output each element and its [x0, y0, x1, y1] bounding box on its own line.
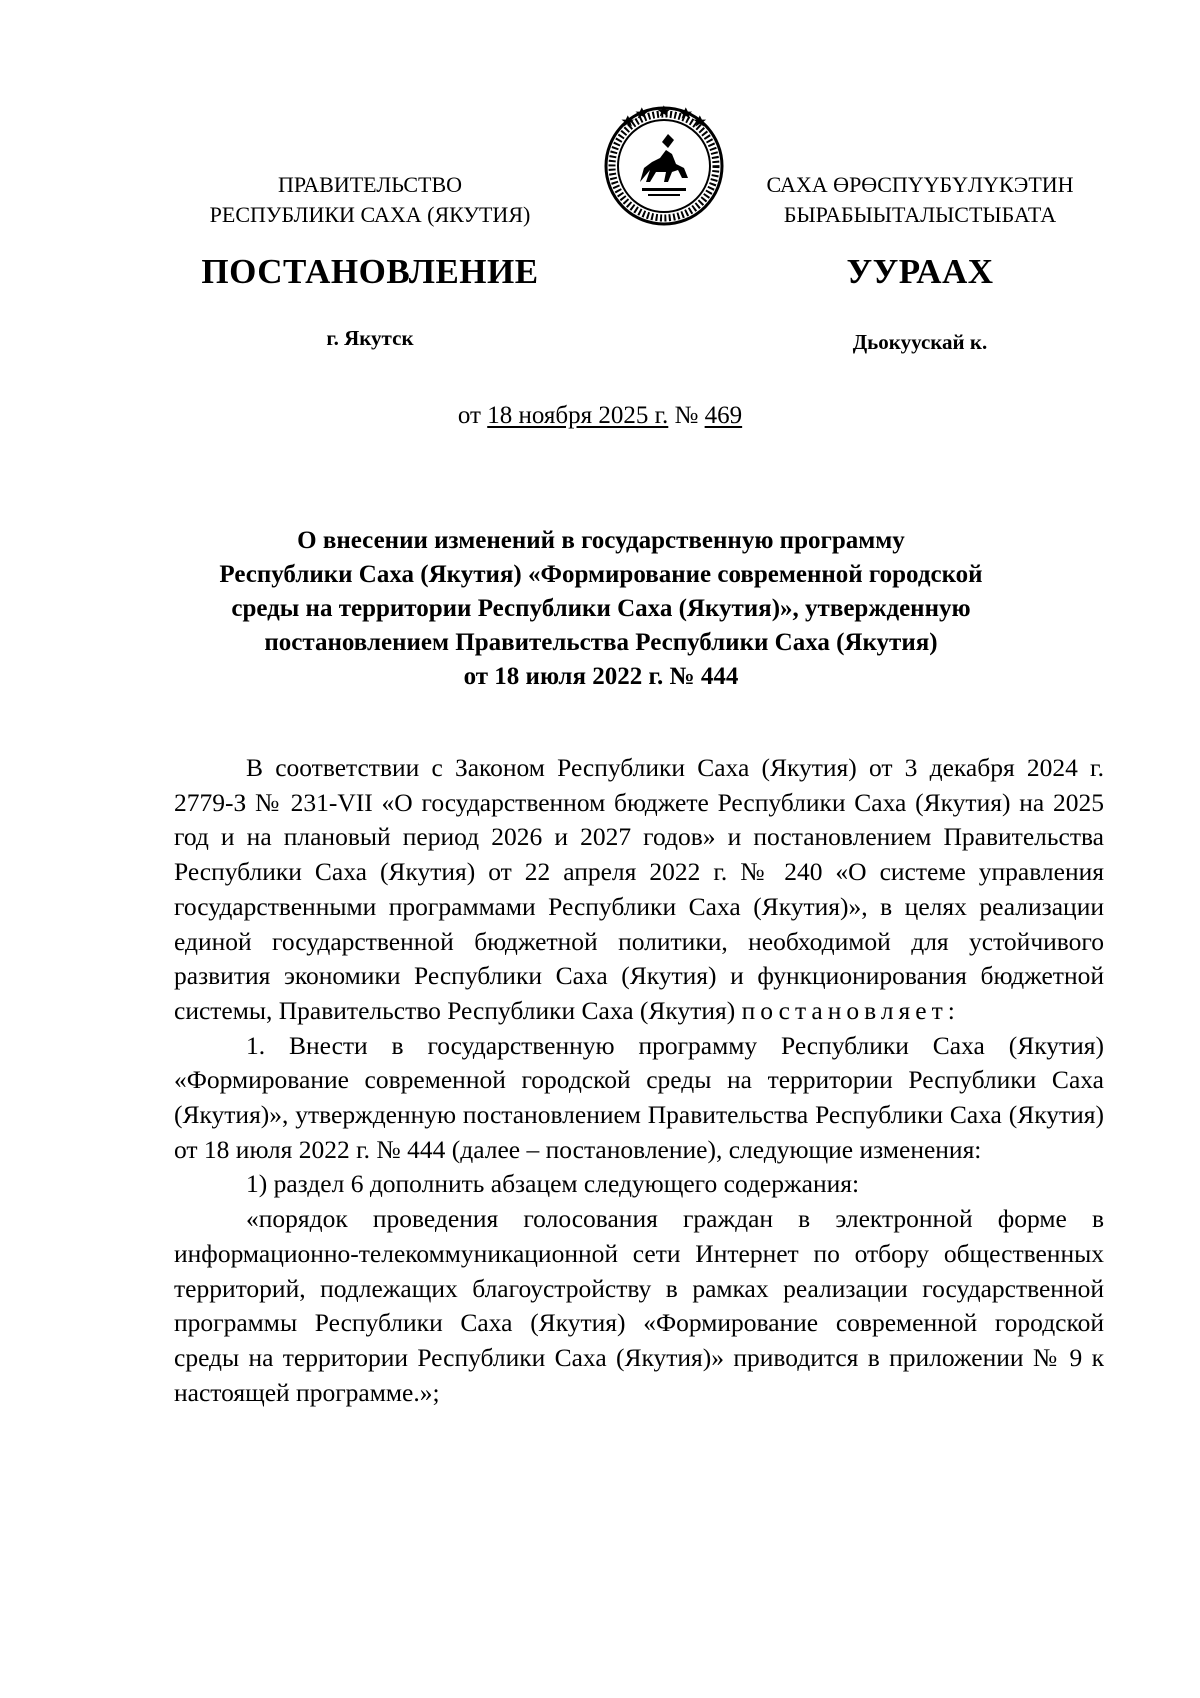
- header-left-ru: [180, 170, 560, 230]
- city-ru: г. Якутск: [326, 326, 414, 350]
- dateline-prefix: от: [457, 402, 488, 429]
- header-right-line2: БЫРАБЫЫТАЛЫСТЫБАТА: [783, 202, 1057, 227]
- header-right-line1: САХА ӨРӨСПҮҮБҮЛҮКЭТИН: [766, 172, 1074, 197]
- body-paragraph-item-1: 1. Внести в государственную программу Республики Саха (Якутия) «Формирование современной городской среды на территории Республики Саха (Якутия)», утвержденную постановлением Правительства Республики Саха (Якутия) от 18 июля 2022 г. № 444 (далее – постановление), следующие изменения:: [174, 1030, 1104, 1164]
- header-right-sakha: [750, 170, 1090, 230]
- title-line: О внесении изменений в государственную программу: [297, 527, 905, 554]
- body-paragraph-quote: «порядок проведения голосования граждан в электронной форме в информационно-телекоммуникационной сети Интернет по отбору общественных территорий, подлежащих благоустройству в рамках реализации государственной программы Республики Саха (Якутия) «Формирование современной городской среды на территории Республики Саха (Якутия)» приводится в приложении № 9 к настоящей программе.»;: [174, 1204, 1104, 1407]
- body-paragraph-preamble: [174, 751, 1104, 1029]
- number-sign: №: [668, 402, 705, 429]
- resolves-word: постановляет:: [741, 995, 960, 1025]
- title-line: среды на территории Республики Саха (Якутия)», утвержденную: [231, 595, 971, 622]
- body-paragraph-subitem-1: 1) раздел 6 дополнить абзацем следующего содержания:: [246, 1169, 860, 1199]
- doc-type-ru: ПОСТАНОВЛЕНИЕ: [201, 252, 539, 291]
- document-body: [174, 751, 1104, 1410]
- doc-type-sakha: УУРААХ: [846, 252, 994, 291]
- title-line: Республики Саха (Якутия) «Формирование современной городской: [219, 561, 983, 588]
- document-number: 469: [704, 402, 743, 429]
- title-line: от 18 июля 2022 г. № 444: [463, 663, 739, 690]
- preamble-text: В соответствии с Законом Республики Саха (Якутия) от 3 декабря 2024 г. 2779-З № 231-VII «О государственном бюджете Республики Саха (Якутия) на 2025 год и на плановый период 2026 и 2027 годов» и постановлением Правительства Республики Саха (Якутия) от 22 апреля 2022 г. № 240 «О системе управления государственными программами Республики Саха (Якутия)», в целях реализации единой государственной бюджетной политики, необходимой для устойчивого развития экономики Республики Саха (Якутия) и функционирования бюджетной системы, Правительство Республики Саха (Якутия): [174, 753, 1104, 1025]
- title-line: постановлением Правительства Республики Саха (Якутия): [264, 629, 938, 656]
- city-sakha: Дьокуускай к.: [852, 330, 988, 354]
- date-number-line: [0, 402, 1200, 430]
- header-left-line1: ПРАВИТЕЛЬСТВО: [277, 172, 463, 197]
- document-date: 18 ноября 2025 г.: [487, 402, 669, 429]
- document-title: [170, 524, 1032, 694]
- header-left-line2: РЕСПУБЛИКИ САХА (ЯКУТИЯ): [209, 202, 531, 227]
- sakha-coat-of-arms-icon: [602, 104, 726, 228]
